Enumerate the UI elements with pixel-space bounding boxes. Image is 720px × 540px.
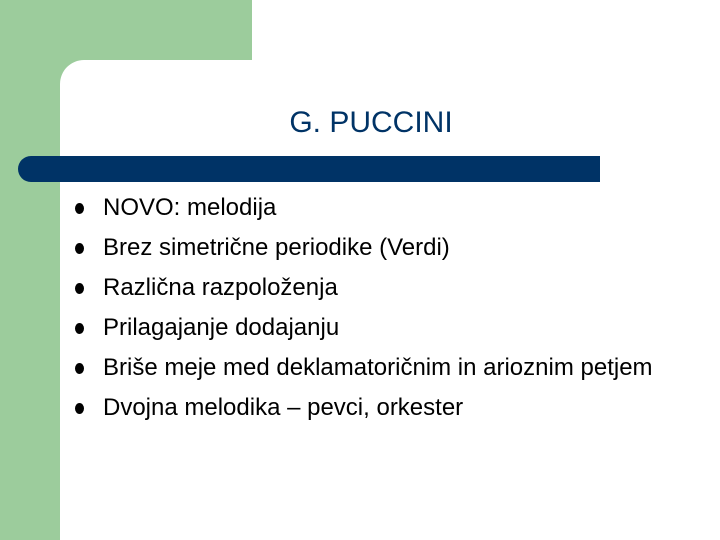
- decorative-green-strip: [0, 0, 60, 540]
- bullet-icon: [75, 363, 84, 374]
- bullet-item: [72, 272, 692, 304]
- bullet-icon: [75, 323, 84, 334]
- bullet-text: Različna razpoloženja: [103, 274, 338, 301]
- title-underline-bar: [18, 156, 600, 182]
- bullet-text: Brez simetrične periodike (Verdi): [103, 234, 450, 261]
- bullet-icon: [75, 203, 84, 214]
- bullet-text: Dvojna melodika – pevci, orkester: [103, 394, 464, 421]
- bullet-icon: [75, 403, 84, 414]
- bullet-icon: [75, 243, 84, 254]
- bullet-item: [72, 192, 692, 224]
- bullet-icon: [75, 283, 84, 294]
- bullet-item: [72, 312, 692, 344]
- slide-title: G. PUCCINI: [289, 106, 453, 139]
- bullet-text: NOVO: melodija: [103, 194, 277, 221]
- bullet-text: Prilagajanje dodajanju: [103, 314, 340, 341]
- bullet-list: [72, 192, 692, 432]
- bullet-item: [72, 352, 692, 384]
- bullet-text: Briše meje med deklamatoričnim in arioznim petjem: [103, 354, 653, 381]
- bullet-item: [72, 392, 692, 424]
- bullet-item: [72, 232, 692, 264]
